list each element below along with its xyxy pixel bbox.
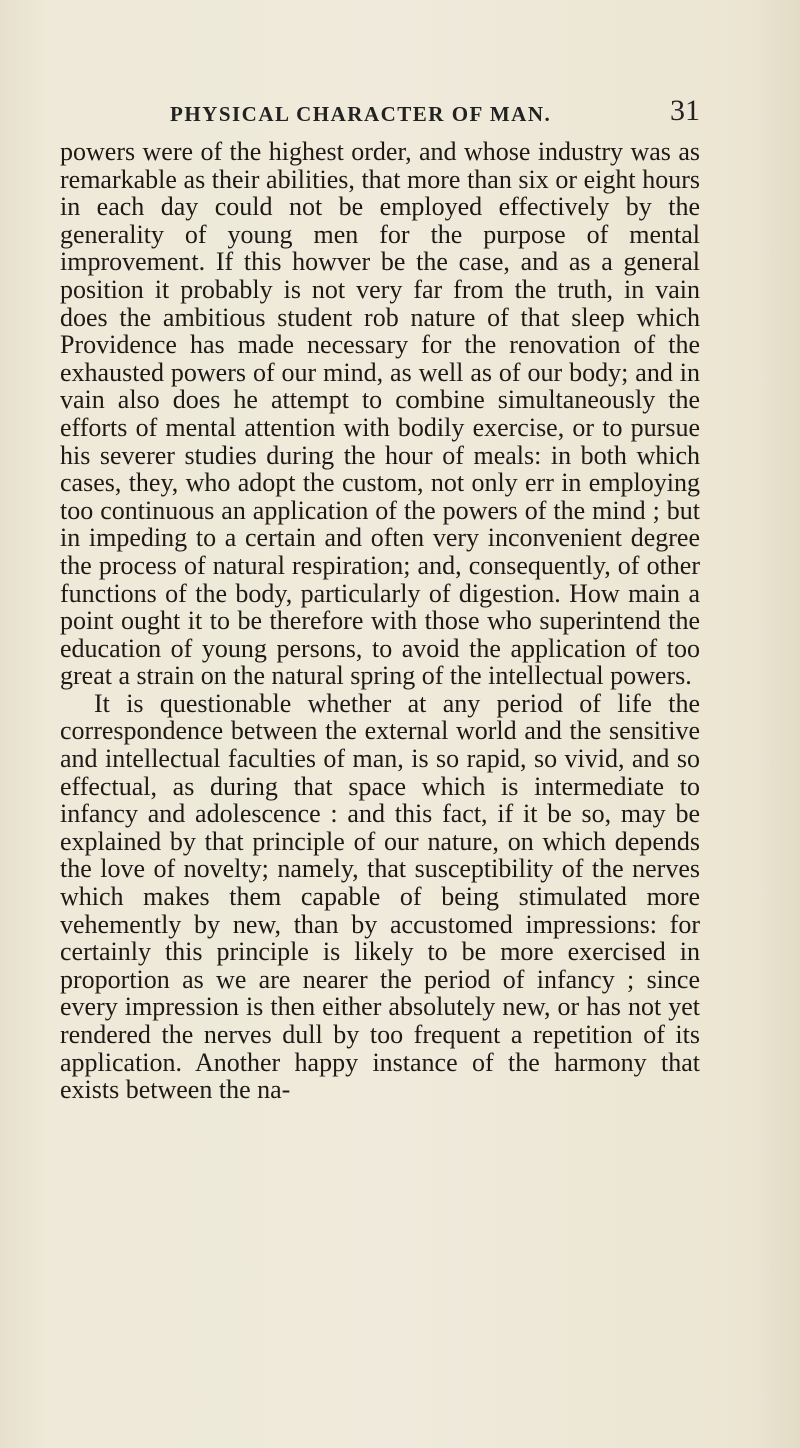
- paragraph: powers were of the highest order, and whose industry was as remarkable as their abilities, that more than six or eight hours in each day could not be employed effectively by the generality of young men for the purpose of mental improvement. If this howver be the case, and as a general position it probably is not very far from the truth, in vain does the ambitious student rob nature of that sleep which Providence has made necessary for the renovation of the exhausted powers of our mind, as well as of our body; and in vain also does he attempt to combine simultaneously the efforts of mental attention with bodily exercise, or to pursue his severer studies during the hour of meals: in both which cases, they, who adopt the custom, not only err in employing too continuous an application of the powers of the mind ; but in impeding to a certain and often very inconvenient degree the process of natural respiration; and, consequently, of other functions of the body, particularly of digestion. How main a point ought it to be therefore with those who superintend the education of young persons, to avoid the application of too great a strain on the natural spring of the intellectual powers.: [60, 137, 700, 691]
- page-number: 31: [670, 94, 700, 127]
- body-text: [60, 138, 700, 1104]
- running-head: [60, 94, 700, 130]
- running-title: PHYSICAL CHARACTER OF MAN.: [170, 102, 552, 126]
- paragraph: It is questionable whether at any period of life the correspondence between the external world and the sensitive and intellectual faculties of man, is so rapid, so vivid, and so effectual, as during that space which is intermediate to infancy and adolescence : and this fact, if it be so, may be explained by that principle of our nature, on which depends the love of novelty; namely, that susceptibility of the nerves which makes them capable of being stimulated more vehemently by new, than by accustomed impressions: for certainly this principle is likely to be more exercised in proportion as we are nearer the period of infancy ; since every impression is then either absolutely new, or has not yet rendered the nerves dull by too frequent a repetition of its application. Another happy instance of the harmony that exists between the na-: [60, 688, 700, 1105]
